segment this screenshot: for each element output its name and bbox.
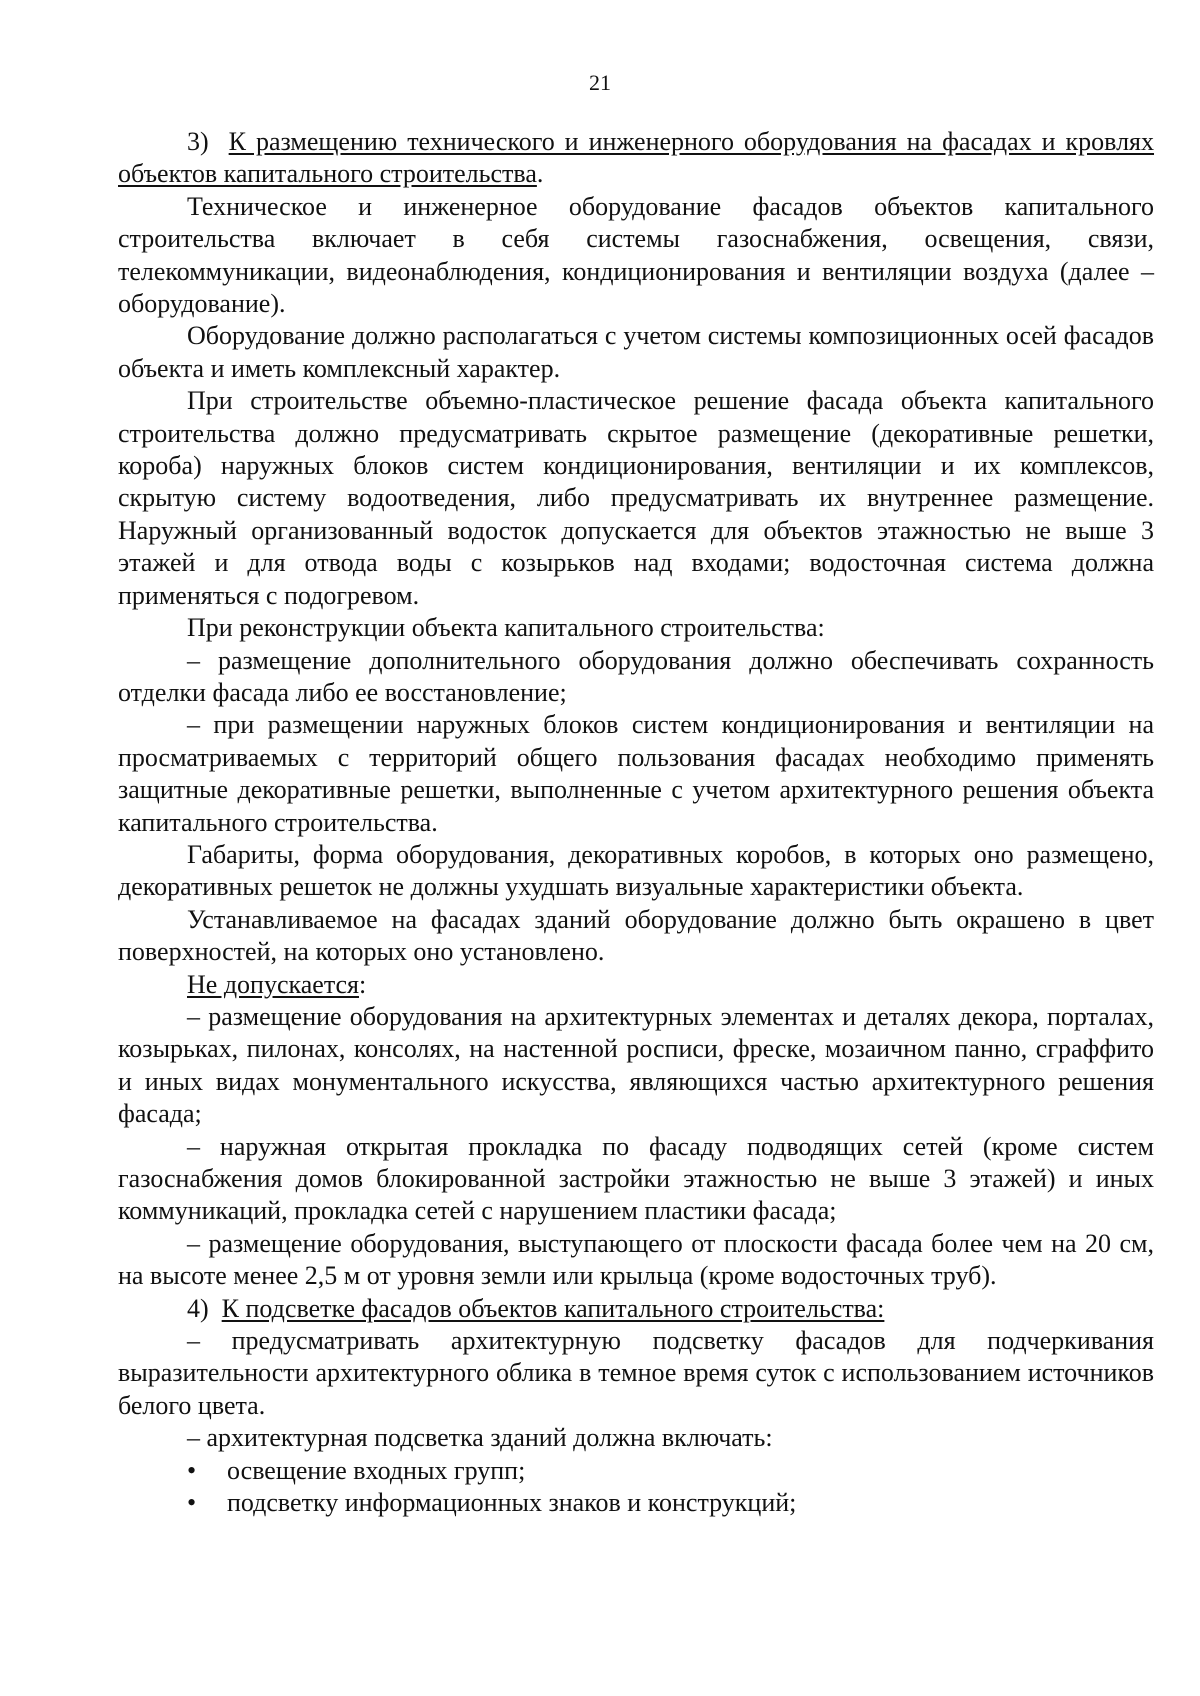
bullet-item bbox=[118, 1455, 1154, 1487]
list-item: – наружная открытая прокладка по фасаду подводящих сетей (кроме систем газоснабжения домов блокированной застройки этажностью не выше 3 этажей) и иных коммуникаций, прокладка сетей с нарушением пластики фасада; bbox=[118, 1131, 1154, 1226]
section-4-title: К подсветке фасадов объектов капитального строительства: bbox=[221, 1293, 885, 1323]
bullet-icon: • bbox=[187, 1455, 197, 1485]
list-item: – размещение оборудования на архитектурных элементах и деталях декора, порталах, козырьках, пилонах, консолях, на настенной росписи, фреске, мозаичном панно, сграффито и иных видах монументального искусства, являющихся частью архитектурного решения фасада; bbox=[118, 1001, 1154, 1129]
not-allowed-label: Не допускается bbox=[187, 969, 359, 999]
list-item: – предусматривать архитектурную подсветку фасадов для подчеркивания выразительности архитектурного облика в темное время суток с использованием источников белого цвета. bbox=[118, 1326, 1154, 1420]
paragraph: Габариты, форма оборудования, декоративных коробов, в которых оно размещено, декоративных решеток не должны ухудшать визуальные характеристики объекта. bbox=[118, 839, 1154, 902]
list-item: – архитектурная подсветка зданий должна включать: bbox=[187, 1423, 773, 1453]
bullet-text: подсветку информационных знаков и конструкций; bbox=[227, 1488, 797, 1518]
bullet-icon: • bbox=[187, 1488, 197, 1518]
section-3-title-end: . bbox=[536, 159, 544, 189]
list-item: – при размещении наружных блоков систем кондиционирования и вентиляции на просматриваемых с территорий общего пользования фасадах необходимо применять защитные декоративные решетки, выполненные с учетом архитектурного решения объекта капитального строительства. bbox=[118, 710, 1154, 837]
paragraph: Устанавливаемое на фасадах зданий оборудование должно быть окрашено в цвет поверхностей, на которых оно установлено. bbox=[118, 904, 1154, 967]
section-4-heading bbox=[118, 1293, 1154, 1325]
not-allowed-colon: : bbox=[359, 969, 367, 999]
list-item: – размещение дополнительного оборудования должно обеспечивать сохранность отделки фасада либо ее восстановление; bbox=[118, 645, 1154, 707]
bullet-item bbox=[118, 1487, 1154, 1519]
page-number: 21 bbox=[589, 70, 611, 95]
paragraph: Техническое и инженерное оборудование фасадов объектов капитального строительства включает в себя системы газоснабжения, освещения, связи, телекоммуникации, видеонаблюдения, кондиционирования и вентиляции воздуха (далее – оборудование). bbox=[118, 191, 1154, 319]
document-body bbox=[118, 126, 1154, 1519]
paragraph: При реконструкции объекта капитального строительства: bbox=[187, 613, 825, 643]
section-4-number: 4) bbox=[187, 1293, 209, 1323]
section-3-title: К размещению технического и инженерного оборудования на фасадах и кровлях объектов капитального строительства bbox=[118, 127, 1155, 189]
section-3-number: 3) bbox=[187, 127, 209, 156]
paragraph: При строительстве объемно-пластическое решение фасада объекта капитального строительства должно предусматривать скрытое размещение (декоративные решетки, короба) наружных блоков систем кондиционирования, вентиляции и их комплексов, скрытую систему водоотведения, либо предусматривать их внутреннее размещение. Наружный организованный водосток допускается для объектов этажностью не выше 3 этажей и для отвода воды с козырьков над входами; водосточная система должна применяться с подогревом. bbox=[118, 386, 1154, 610]
section-3-heading bbox=[118, 126, 1154, 191]
bullet-text: освещение входных групп; bbox=[227, 1455, 526, 1485]
list-item: – размещение оборудования, выступающего от плоскости фасада более чем на 20 см, на высоте менее 2,5 м от уровня земли или крыльца (кроме водосточных труб). bbox=[118, 1228, 1154, 1291]
paragraph: Оборудование должно располагаться с учетом системы композиционных осей фасадов объекта и иметь комплексный характер. bbox=[118, 321, 1154, 383]
not-allowed-heading bbox=[118, 969, 1154, 1001]
